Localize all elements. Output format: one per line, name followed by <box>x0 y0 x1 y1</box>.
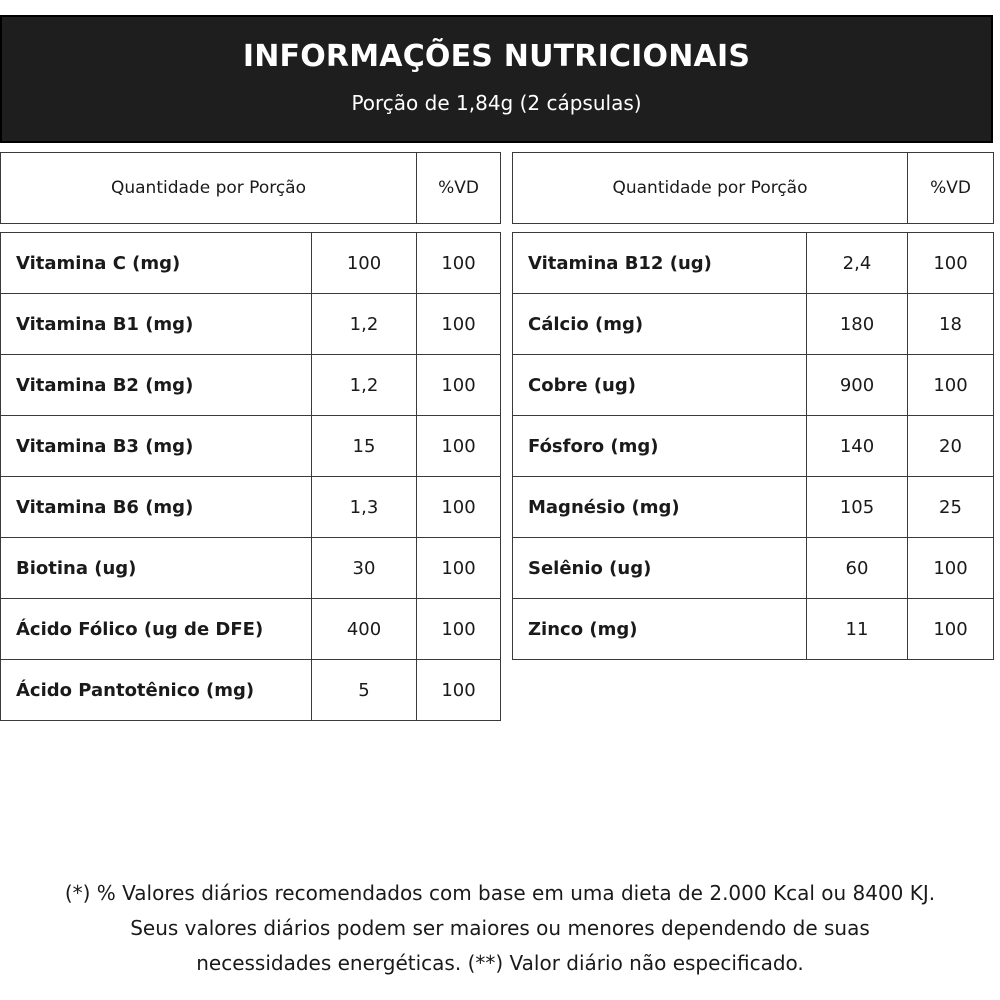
nutrient-row <box>1 477 501 538</box>
nutrient-vd: 100 <box>417 660 501 721</box>
nutrient-name: Magnésio (mg) <box>513 477 807 538</box>
nutrient-vd: 25 <box>908 477 994 538</box>
nutrient-row <box>1 416 501 477</box>
nutrient-amount: 30 <box>312 538 417 599</box>
left-nutrient-table <box>0 232 501 721</box>
nutrient-vd: 100 <box>417 599 501 660</box>
nutrient-amount: 11 <box>807 599 908 660</box>
nutrient-name: Zinco (mg) <box>513 599 807 660</box>
nutrient-name: Vitamina B2 (mg) <box>1 355 312 416</box>
footnote <box>0 876 1000 981</box>
nutrient-name: Fósforo (mg) <box>513 416 807 477</box>
nutrient-name: Vitamina B3 (mg) <box>1 416 312 477</box>
nutrient-name: Vitamina B1 (mg) <box>1 294 312 355</box>
footnote-line: necessidades energéticas. (**) Valor diário não especificado. <box>196 951 804 975</box>
nutrient-row <box>513 599 994 660</box>
page-title: INFORMAÇÕES NUTRICIONAIS <box>242 39 751 74</box>
nutrient-vd: 100 <box>417 538 501 599</box>
nutrient-vd: 100 <box>908 233 994 294</box>
nutrient-row <box>513 294 994 355</box>
nutrient-vd: 100 <box>417 294 501 355</box>
nutrient-row <box>1 355 501 416</box>
nutrient-name: Vitamina C (mg) <box>1 233 312 294</box>
vd-header: %VD <box>908 153 994 224</box>
nutrient-amount: 140 <box>807 416 908 477</box>
nutrient-row <box>513 477 994 538</box>
nutrient-row <box>1 660 501 721</box>
nutrient-amount: 5 <box>312 660 417 721</box>
nutrient-row <box>1 294 501 355</box>
nutrient-amount: 1,2 <box>312 355 417 416</box>
nutrient-amount: 180 <box>807 294 908 355</box>
nutrient-name: Cálcio (mg) <box>513 294 807 355</box>
nutrient-name: Cobre (ug) <box>513 355 807 416</box>
nutrient-amount: 1,2 <box>312 294 417 355</box>
quantity-header: Quantidade por Porção <box>1 153 417 224</box>
nutrient-name: Vitamina B6 (mg) <box>1 477 312 538</box>
nutrient-vd: 20 <box>908 416 994 477</box>
nutrient-amount: 60 <box>807 538 908 599</box>
left-header-table <box>0 152 501 224</box>
nutrient-row <box>1 233 501 294</box>
nutrient-vd: 100 <box>417 233 501 294</box>
nutrient-row <box>513 416 994 477</box>
nutrient-amount: 2,4 <box>807 233 908 294</box>
nutrient-amount: 900 <box>807 355 908 416</box>
nutrient-row <box>513 355 994 416</box>
nutrient-amount: 400 <box>312 599 417 660</box>
nutrient-vd: 18 <box>908 294 994 355</box>
footnote-line: (*) % Valores diários recomendados com base em uma dieta de 2.000 Kcal ou 8400 KJ. <box>64 881 936 905</box>
nutrient-name: Ácido Pantotênico (mg) <box>1 660 312 721</box>
nutrient-row <box>1 538 501 599</box>
nutrient-name: Ácido Fólico (ug de DFE) <box>1 599 312 660</box>
nutrient-row <box>513 538 994 599</box>
nutrient-vd: 100 <box>417 477 501 538</box>
vd-header: %VD <box>417 153 501 224</box>
nutrient-amount: 100 <box>312 233 417 294</box>
nutrient-row <box>513 233 994 294</box>
footnote-line: Seus valores diários podem ser maiores ou menores dependendo de suas <box>130 916 870 940</box>
nutrient-amount: 15 <box>312 416 417 477</box>
nutrient-vd: 100 <box>417 355 501 416</box>
nutrient-vd: 100 <box>908 355 994 416</box>
quantity-header: Quantidade por Porção <box>513 153 908 224</box>
nutrient-name: Selênio (ug) <box>513 538 807 599</box>
title-banner <box>0 15 993 143</box>
nutrient-row <box>1 599 501 660</box>
right-nutrient-table <box>512 232 994 660</box>
nutrient-vd: 100 <box>417 416 501 477</box>
nutrient-vd: 100 <box>908 599 994 660</box>
serving-size: Porção de 1,84g (2 cápsulas) <box>351 91 642 115</box>
nutrient-vd: 100 <box>908 538 994 599</box>
nutrient-name: Vitamina B12 (ug) <box>513 233 807 294</box>
nutrient-name: Biotina (ug) <box>1 538 312 599</box>
nutrient-amount: 1,3 <box>312 477 417 538</box>
nutrient-amount: 105 <box>807 477 908 538</box>
right-header-table <box>512 152 994 224</box>
